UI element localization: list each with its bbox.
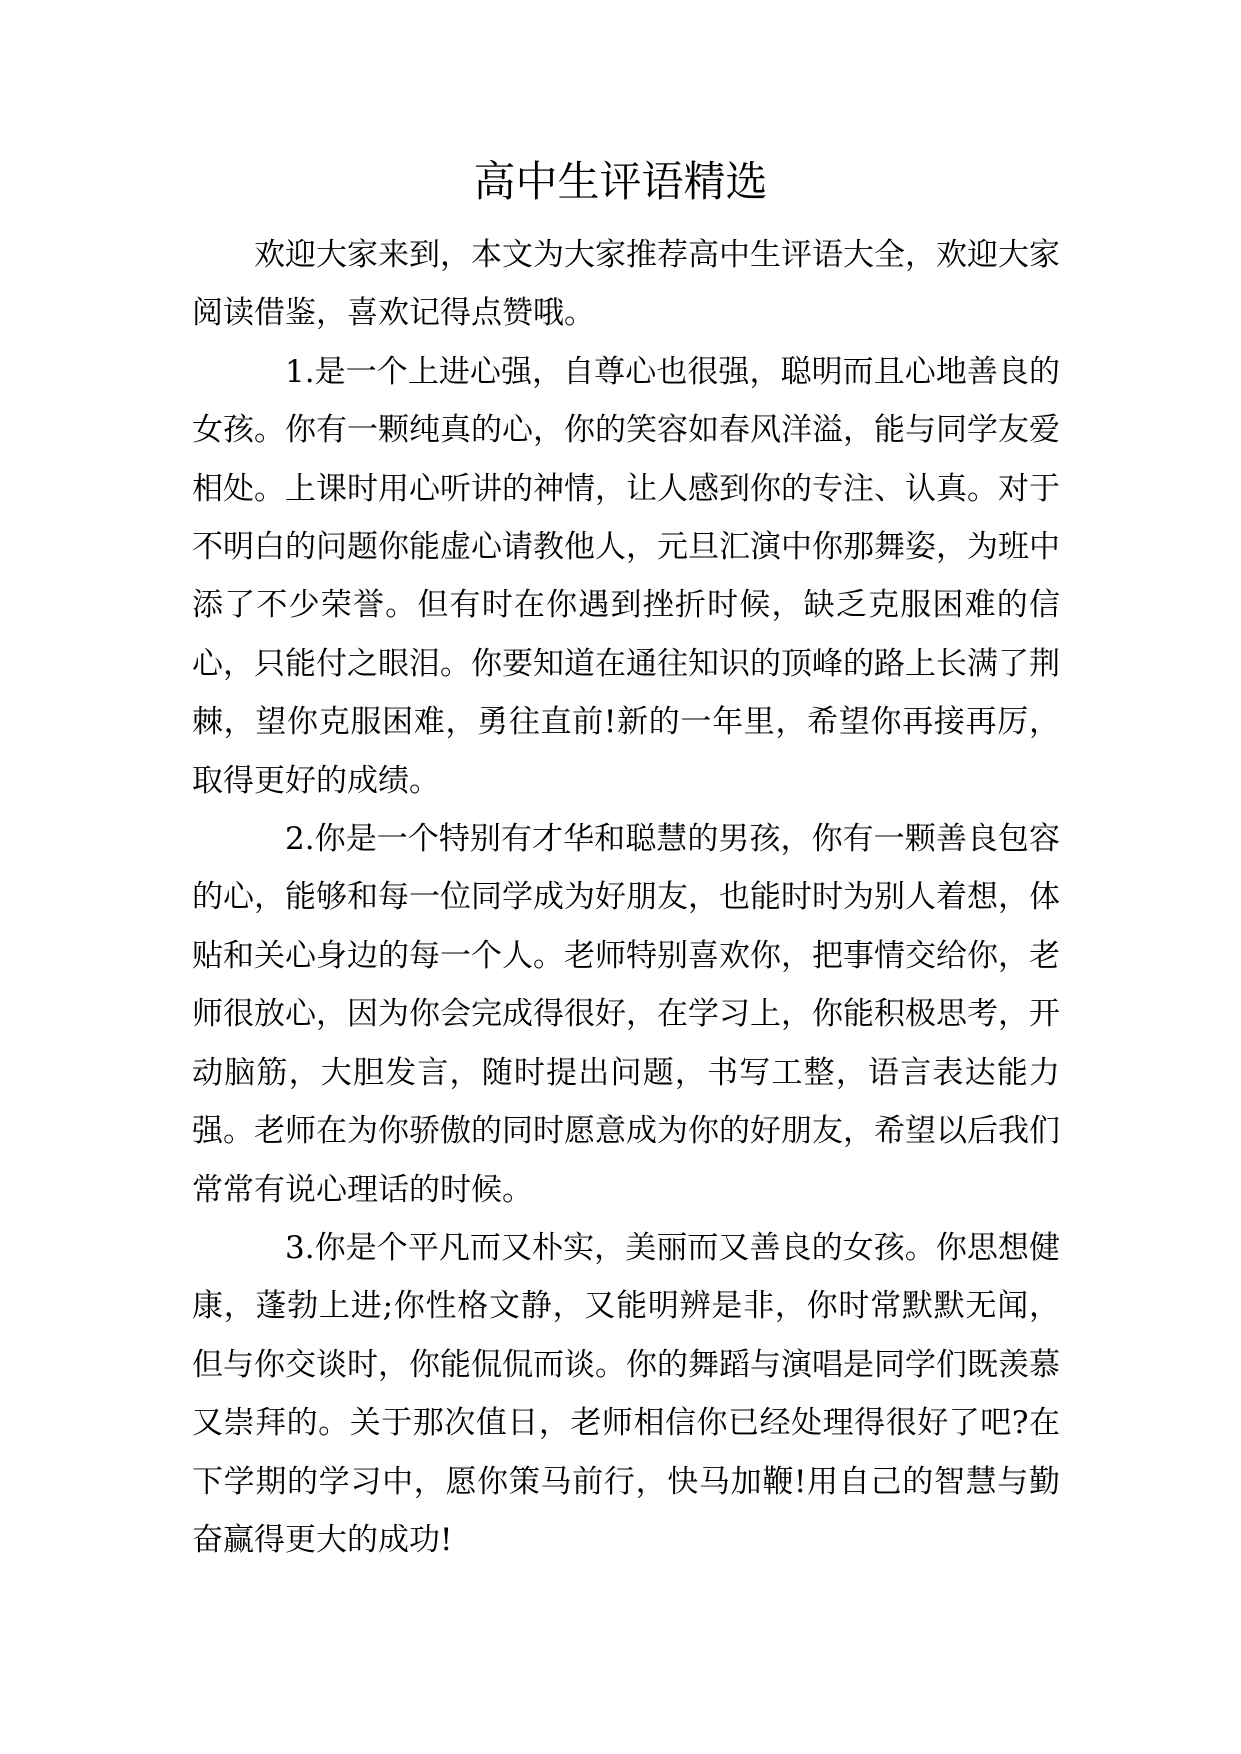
document-title: 高中生评语精选 bbox=[473, 157, 768, 206]
document-body bbox=[192, 226, 1060, 1569]
intro-paragraph: 欢迎大家来到，本文为大家推荐高中生评语大全，欢迎大家阅读借鉴，喜欢记得点赞哦。 bbox=[192, 237, 1060, 332]
comment-paragraph-2: 2.你是一个特别有才华和聪慧的男孩，你有一颗善良包容的心，能够和每一位同学成为好朋友，也能时时为别人着想，体贴和关心身边的每一个人。老师特别喜欢你，把事情交给你，老师很放心，因为你会完成得很好，在学习上，你能积极思考，开动脑筋，大胆发言，随时提出问题，书写工整，语言表达能力强。老师在为你骄傲的同时愿意成为你的好朋友，希望以后我们常常有说心理话的时候。 bbox=[192, 821, 1060, 1208]
comment-paragraph-1: 1.是一个上进心强，自尊心也很强，聪明而且心地善良的女孩。你有一颗纯真的心，你的笑容如春风洋溢，能与同学友爱相处。上课时用心听讲的神情，让人感到你的专注、认真。对于不明白的问题你能虚心请教他人，元旦汇演中你那舞姿，为班中添了不少荣誉。但有时在你遇到挫折时候，缺乏克服困难的信心，只能付之眼泪。你要知道在通往知识的顶峰的路上长满了荆棘，望你克服困难，勇往直前!新的一年里，希望你再接再厉，取得更好的成绩。 bbox=[192, 353, 1060, 799]
comment-paragraph-3: 3.你是个平凡而又朴实，美丽而又善良的女孩。你思想健康，蓬勃上进;你性格文静，又能明辨是非，你时常默默无闻，但与你交谈时，你能侃侃而谈。你的舞蹈与演唱是同学们既羡慕又崇拜的。关于那次值日，老师相信你已经处理得很好了吧?在下学期的学习中，愿你策马前行，快马加鞭!用自己的智慧与勤奋赢得更大的成功! bbox=[192, 1229, 1060, 1558]
